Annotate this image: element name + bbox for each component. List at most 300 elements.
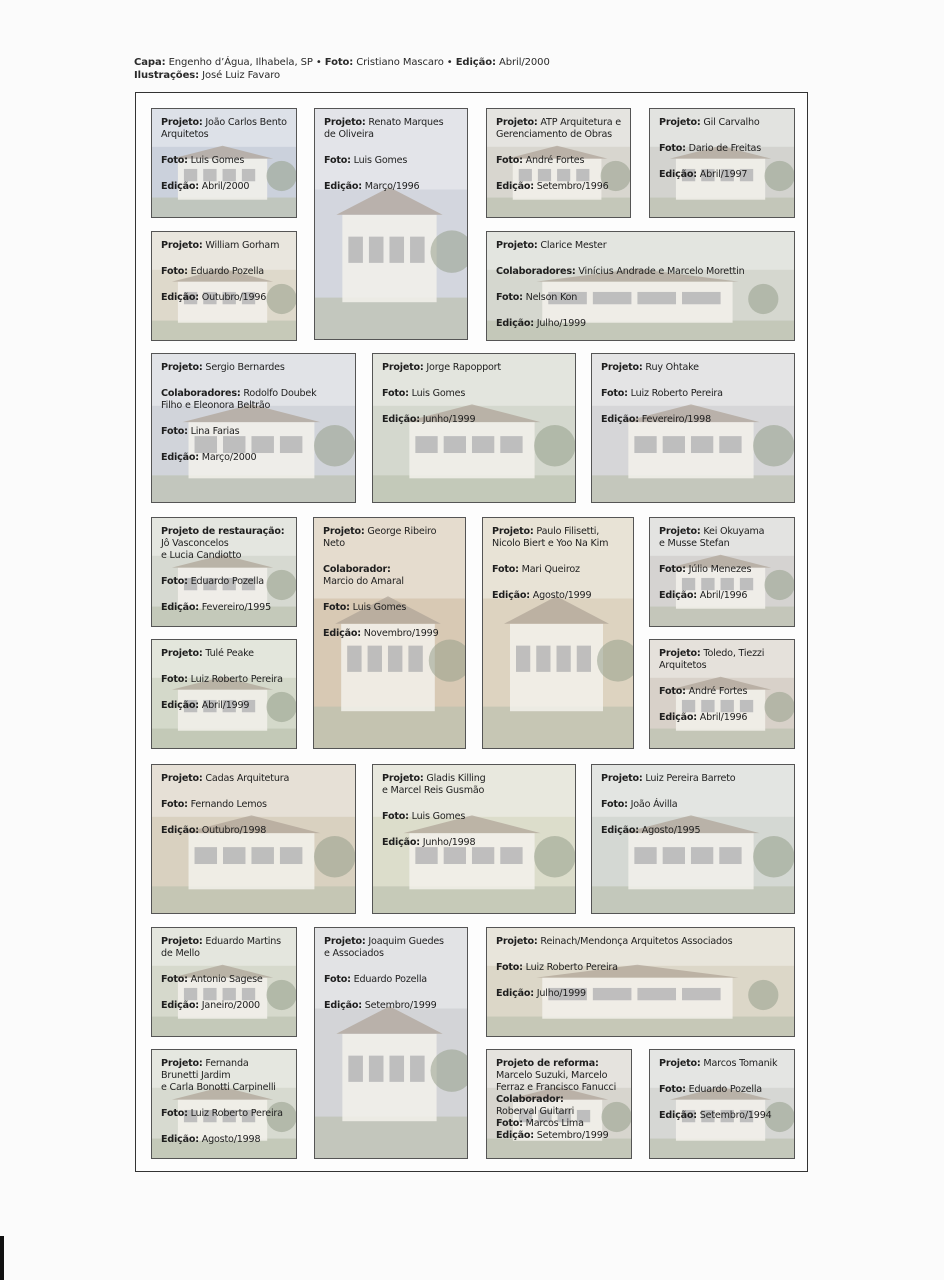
credit-line <box>161 936 290 948</box>
line-spacer <box>324 141 461 155</box>
line-spacer <box>324 167 461 181</box>
credit-label: Edição: <box>161 181 199 192</box>
credit-label: Foto: <box>324 974 351 985</box>
line-spacer <box>323 614 459 628</box>
credit-value: Abril/1999 <box>198 700 250 711</box>
credit-line <box>601 825 788 837</box>
credit-label: Foto: <box>492 564 519 575</box>
credit-value: Luiz Roberto Pereira <box>187 674 283 685</box>
credit-line <box>659 1058 788 1070</box>
credit-label: Edição: <box>161 700 199 711</box>
credit-line <box>496 936 788 948</box>
scan-edge-mark <box>0 1236 4 1280</box>
line-spacer <box>323 550 459 564</box>
project-card-marcos-tomanik <box>649 1049 795 1159</box>
credit-line <box>496 1058 625 1070</box>
credit-line <box>496 155 624 167</box>
credit-value: Cadas Arquitetura <box>202 773 290 784</box>
project-credits <box>601 362 788 426</box>
credit-line <box>323 564 459 576</box>
credit-value: Abril/1996 <box>696 712 748 723</box>
credit-value: Luiz Roberto Pereira <box>187 1108 283 1119</box>
line-spacer <box>601 785 788 799</box>
line-spacer <box>161 986 290 1000</box>
credit-value: Neto <box>323 538 345 549</box>
credit-line <box>496 1106 625 1118</box>
credit-value: Janeiro/2000 <box>198 1000 260 1011</box>
credit-value: Agosto/1995 <box>638 825 701 836</box>
credit-line <box>323 538 459 550</box>
credit-label: Projeto: <box>161 362 203 373</box>
line-spacer <box>382 400 569 414</box>
project-card-marcelo-suzuki <box>486 1049 632 1159</box>
credit-line <box>323 602 459 614</box>
credit-label: Edição: <box>496 181 534 192</box>
credit-line <box>161 773 349 785</box>
credit-value: Vinícius Andrade e Marcelo Morettin <box>575 266 745 277</box>
credit-value: Mari Queiroz <box>518 564 580 575</box>
credit-value: Cristiano Mascaro • <box>353 57 456 68</box>
credit-value: Abril/2000 <box>495 57 550 68</box>
cover-credits-line-1 <box>134 56 814 69</box>
credit-label: Edição: <box>659 169 697 180</box>
credit-value: Engenho d’Água, Ilhabela, SP • <box>165 57 325 68</box>
project-credits <box>161 648 290 712</box>
credit-line <box>496 117 624 129</box>
credit-label: Foto: <box>659 143 686 154</box>
credit-label: Edição: <box>324 181 362 192</box>
project-credits <box>161 240 290 304</box>
credit-value: e Associados <box>324 948 384 959</box>
credit-value: Jorge Rapopport <box>423 362 501 373</box>
credit-value: Kei Okuyama <box>700 526 765 537</box>
credit-label: Foto: <box>161 266 188 277</box>
credit-value: Eduardo Martins <box>202 936 281 947</box>
credit-line <box>382 414 569 426</box>
credit-label: Projeto: <box>161 240 203 251</box>
credit-line <box>161 292 290 304</box>
credit-line <box>324 155 461 167</box>
credit-label: Edição: <box>601 825 639 836</box>
credit-label: Projeto: <box>659 526 701 537</box>
credit-value: Novembro/1999 <box>360 628 439 639</box>
credit-line <box>324 129 461 141</box>
credit-line <box>492 538 627 550</box>
project-card-atp-arquitetura <box>486 108 631 218</box>
credit-line <box>496 1070 625 1082</box>
credit-line <box>659 660 788 672</box>
credit-label: Projeto: <box>382 773 424 784</box>
credit-line <box>161 550 290 562</box>
credit-value: Gladis Killing <box>423 773 486 784</box>
credit-line <box>161 526 290 538</box>
credit-line <box>659 1110 788 1122</box>
credit-line <box>323 628 459 640</box>
credit-line <box>324 936 461 948</box>
credit-line <box>492 564 627 576</box>
line-spacer <box>659 1096 788 1110</box>
credit-line <box>496 181 624 193</box>
credit-label: Projeto: <box>496 240 538 251</box>
credit-label: Projeto: <box>161 773 203 784</box>
project-credits <box>659 648 788 724</box>
project-card-cadas-arquitetura <box>151 764 356 914</box>
credit-line <box>601 388 788 400</box>
credit-label: Projeto: <box>659 648 701 659</box>
credit-label: Edição: <box>601 414 639 425</box>
line-spacer <box>601 400 788 414</box>
credit-value: Sergio Bernardes <box>202 362 285 373</box>
credit-line <box>161 799 349 811</box>
credit-label: Edição: <box>659 590 697 601</box>
credit-label: Foto: <box>161 576 188 587</box>
credit-line <box>496 1082 625 1094</box>
line-spacer <box>324 960 461 974</box>
line-spacer <box>161 811 349 825</box>
credit-value: Eduardo Pozella <box>685 1084 762 1095</box>
credit-label: Foto: <box>659 564 686 575</box>
project-card-william-gorham <box>151 231 297 341</box>
credit-label: Foto: <box>496 292 523 303</box>
credit-label: Edição: <box>323 628 361 639</box>
credit-line <box>161 266 290 278</box>
credit-label: Projeto: <box>496 936 538 947</box>
credit-line <box>161 948 290 960</box>
credit-value: Arquitetos <box>161 129 209 140</box>
credit-label: Colaborador: <box>323 564 391 575</box>
line-spacer <box>382 797 569 811</box>
project-credits <box>496 936 788 1000</box>
credit-value: de Mello <box>161 948 200 959</box>
credit-label: Foto: <box>161 426 188 437</box>
credit-label: Foto: <box>659 686 686 697</box>
project-credits <box>161 362 349 464</box>
credit-value: Luis Gomes <box>349 602 407 613</box>
project-credits <box>161 936 290 1012</box>
project-card-jorge-rapopport <box>372 353 576 503</box>
credit-value: Ferraz e Francisco Fanucci <box>496 1082 617 1093</box>
credit-value: Fernanda <box>202 1058 249 1069</box>
credit-label: Edição: <box>161 825 199 836</box>
credit-line <box>659 1084 788 1096</box>
credit-line <box>496 129 624 141</box>
credit-label: Projeto: <box>161 117 203 128</box>
credit-line <box>496 1130 625 1142</box>
credit-value: Abril/1996 <box>696 590 748 601</box>
credit-value: Nelson Kon <box>522 292 578 303</box>
credit-value: William Gorham <box>202 240 280 251</box>
credit-value: Setembro/1999 <box>533 1130 609 1141</box>
credit-label: Foto: <box>161 799 188 810</box>
credit-line <box>496 292 788 304</box>
cover-credits <box>134 56 814 82</box>
credit-line <box>161 181 290 193</box>
credit-label: Edição: <box>659 1110 697 1121</box>
credit-value: Julho/1999 <box>533 318 586 329</box>
credit-label: Colaboradores: <box>161 388 241 399</box>
credit-value: Luiz Pereira Barreto <box>642 773 736 784</box>
project-credits <box>659 1058 788 1122</box>
credit-label: Foto: <box>161 155 188 166</box>
credit-label: Edição: <box>496 988 534 999</box>
line-spacer <box>161 374 349 388</box>
credit-label: Projeto: <box>601 362 643 373</box>
credit-line <box>161 1070 290 1082</box>
credit-line <box>161 1082 290 1094</box>
line-spacer <box>496 948 788 962</box>
project-credits <box>496 240 788 330</box>
project-card-jo-vasconcelos <box>151 517 297 627</box>
credit-line <box>496 240 788 252</box>
line-spacer <box>659 1070 788 1084</box>
credit-line <box>601 414 788 426</box>
project-credits <box>161 773 349 837</box>
line-spacer <box>161 588 290 602</box>
credit-value: Marcos Lima <box>522 1118 584 1129</box>
credit-label: Projeto: <box>601 773 643 784</box>
credit-label: Colaboradores: <box>496 266 576 277</box>
credit-line <box>161 117 290 129</box>
credit-label: Edição: <box>382 837 420 848</box>
project-card-sergio-bernardes <box>151 353 356 503</box>
project-credits <box>382 362 569 426</box>
credit-label: Capa: <box>134 57 166 68</box>
credit-value: Arquitetos <box>659 660 707 671</box>
credit-value: José Luiz Favaro <box>199 70 281 81</box>
credit-label: Projeto: <box>161 1058 203 1069</box>
credit-value: Agosto/1998 <box>198 1134 261 1145</box>
line-spacer <box>161 252 290 266</box>
credit-label: Edição: <box>382 414 420 425</box>
project-credits <box>161 1058 290 1146</box>
credit-value: Filho e Eleonora Beltrão <box>161 400 271 411</box>
credit-label: Foto: <box>161 1108 188 1119</box>
credit-value: Marcelo Suzuki, Marcelo <box>496 1070 608 1081</box>
project-card-toledo-tiezzi <box>649 639 795 749</box>
credit-label: Projeto: <box>492 526 534 537</box>
credit-line <box>659 538 788 550</box>
credit-value: Agosto/1999 <box>529 590 592 601</box>
credit-line <box>161 1108 290 1120</box>
line-spacer <box>161 785 349 799</box>
line-spacer <box>496 974 788 988</box>
project-card-ruy-ohtake <box>591 353 795 503</box>
credit-value: Julho/1999 <box>533 988 586 999</box>
project-credits <box>496 1058 625 1142</box>
credit-line <box>324 117 461 129</box>
credit-value: Renato Marques <box>365 117 444 128</box>
line-spacer <box>161 141 290 155</box>
credit-value: Setembro/1994 <box>696 1110 772 1121</box>
credit-value: André Fortes <box>685 686 748 697</box>
credit-label: Foto: <box>161 674 188 685</box>
credit-value: Junho/1998 <box>419 837 476 848</box>
credit-label: Foto: <box>496 155 523 166</box>
line-spacer <box>161 660 290 674</box>
credit-label: Foto: <box>382 388 409 399</box>
credit-line <box>323 576 459 588</box>
credit-value: Eduardo Pozella <box>187 266 264 277</box>
credit-line <box>601 773 788 785</box>
credit-label: Projeto: <box>323 526 365 537</box>
credit-value: André Fortes <box>522 155 585 166</box>
credit-line <box>324 948 461 960</box>
credit-line <box>659 169 788 181</box>
credit-line <box>382 811 569 823</box>
project-card-paulo-filisetti <box>482 517 634 749</box>
credit-value: Rodolfo Doubek <box>240 388 317 399</box>
credit-line <box>496 1118 625 1130</box>
credit-value: Junho/1999 <box>419 414 476 425</box>
credit-value: Marcio do Amaral <box>323 576 404 587</box>
credit-label: Edição: <box>496 1130 534 1141</box>
line-spacer <box>659 576 788 590</box>
credit-line <box>161 974 290 986</box>
credit-line <box>382 785 569 797</box>
credit-line <box>492 526 627 538</box>
credit-line <box>161 426 349 438</box>
credit-label: Foto: <box>659 1084 686 1095</box>
credit-value: e Marcel Reis Gusmão <box>382 785 485 796</box>
credit-value: João Carlos Bento <box>202 117 287 128</box>
credit-value: Fernando Lemos <box>187 799 267 810</box>
credit-line <box>659 526 788 538</box>
credit-line <box>161 1058 290 1070</box>
credit-value: de Oliveira <box>324 129 374 140</box>
credit-line <box>161 1134 290 1146</box>
line-spacer <box>161 1120 290 1134</box>
credit-label: Foto: <box>324 155 351 166</box>
credit-line <box>659 117 788 129</box>
credit-line <box>659 686 788 698</box>
credit-label: Foto: <box>324 57 354 68</box>
credit-value: Setembro/1996 <box>533 181 609 192</box>
credit-label: Edição: <box>496 318 534 329</box>
cover-credits-line-2 <box>134 69 814 82</box>
project-card-gil-carvalho <box>649 108 795 218</box>
line-spacer <box>323 588 459 602</box>
credit-line <box>324 181 461 193</box>
credit-line <box>496 266 788 278</box>
line-spacer <box>492 576 627 590</box>
credit-line <box>161 240 290 252</box>
credit-line <box>161 452 349 464</box>
credit-value: Luis Gomes <box>408 388 466 399</box>
credit-value: Marcos Tomanik <box>700 1058 778 1069</box>
credit-value: ATP Arquitetura e <box>537 117 621 128</box>
credit-line <box>161 700 290 712</box>
line-spacer <box>382 823 569 837</box>
credit-line <box>659 590 788 602</box>
credit-line <box>324 1000 461 1012</box>
credit-value: George Ribeiro <box>364 526 437 537</box>
credit-label: Projeto: <box>324 117 366 128</box>
project-card-gladis-killing <box>372 764 576 914</box>
project-credits <box>324 936 461 1012</box>
credit-value: Clarice Mester <box>537 240 607 251</box>
line-spacer <box>659 129 788 143</box>
credit-line <box>492 590 627 602</box>
credit-line <box>496 988 788 1000</box>
credit-line <box>601 362 788 374</box>
line-spacer <box>161 1094 290 1108</box>
credit-line <box>659 648 788 660</box>
credit-line <box>161 576 290 588</box>
line-spacer <box>659 698 788 712</box>
credit-line <box>496 962 788 974</box>
credit-label: Projeto: <box>659 117 701 128</box>
credit-value: Luis Gomes <box>408 811 466 822</box>
credit-label: Projeto: <box>324 936 366 947</box>
credit-value: Março/2000 <box>198 452 257 463</box>
credit-value: Dario de Freitas <box>685 143 762 154</box>
project-card-tule-peake <box>151 639 297 749</box>
credit-line <box>382 388 569 400</box>
credit-value: Roberval Guitarri <box>496 1106 575 1117</box>
credit-label: Projeto: <box>161 648 203 659</box>
line-spacer <box>324 986 461 1000</box>
credit-value: Luis Gomes <box>350 155 408 166</box>
credit-value: Setembro/1999 <box>361 1000 437 1011</box>
credit-label: Colaborador: <box>496 1094 564 1105</box>
credit-label: Edição: <box>659 712 697 723</box>
project-card-luiz-pereira-barreto <box>591 764 795 914</box>
project-card-joao-carlos-bento <box>151 108 297 218</box>
line-spacer <box>601 811 788 825</box>
credit-label: Foto: <box>382 811 409 822</box>
line-spacer <box>496 167 624 181</box>
line-spacer <box>382 374 569 388</box>
credit-line <box>382 773 569 785</box>
credit-value: Paulo Filisetti, <box>533 526 600 537</box>
credit-label: Edição: <box>161 452 199 463</box>
credit-line <box>161 648 290 660</box>
credit-value: Gerenciamento de Obras <box>496 129 612 140</box>
credit-value: Brunetti Jardim <box>161 1070 231 1081</box>
credit-value: Reinach/Mendonça Arquitetos Associados <box>537 936 733 947</box>
credit-value: Luiz Roberto Pereira <box>522 962 618 973</box>
credit-value: João Ávilla <box>627 799 678 810</box>
credit-label: Projeto: <box>659 1058 701 1069</box>
credit-value: Luis Gomes <box>187 155 245 166</box>
credit-label: Edição: <box>161 602 199 613</box>
credit-value: Eduardo Pozella <box>350 974 427 985</box>
credit-label: Foto: <box>161 974 188 985</box>
credit-label: Foto: <box>496 1118 523 1129</box>
credit-label: Ilustrações: <box>134 70 200 81</box>
credit-line <box>659 712 788 724</box>
credit-line <box>161 674 290 686</box>
credit-line <box>161 400 349 412</box>
project-card-joaquim-guedes <box>314 927 468 1159</box>
credit-value: Fevereiro/1998 <box>638 414 711 425</box>
credit-value: Joaquim Guedes <box>365 936 444 947</box>
credit-line <box>323 526 459 538</box>
credit-line <box>382 362 569 374</box>
credit-label: Projeto: <box>496 117 538 128</box>
line-spacer <box>659 672 788 686</box>
line-spacer <box>161 562 290 576</box>
credit-line <box>161 362 349 374</box>
credit-line <box>659 143 788 155</box>
credit-line <box>496 1094 625 1106</box>
project-card-kei-okuyama <box>649 517 795 627</box>
credit-line <box>659 564 788 576</box>
line-spacer <box>161 686 290 700</box>
project-card-reinach-mendonca <box>486 927 795 1037</box>
credit-label: Edição: <box>161 1134 199 1145</box>
credit-line <box>161 602 290 614</box>
